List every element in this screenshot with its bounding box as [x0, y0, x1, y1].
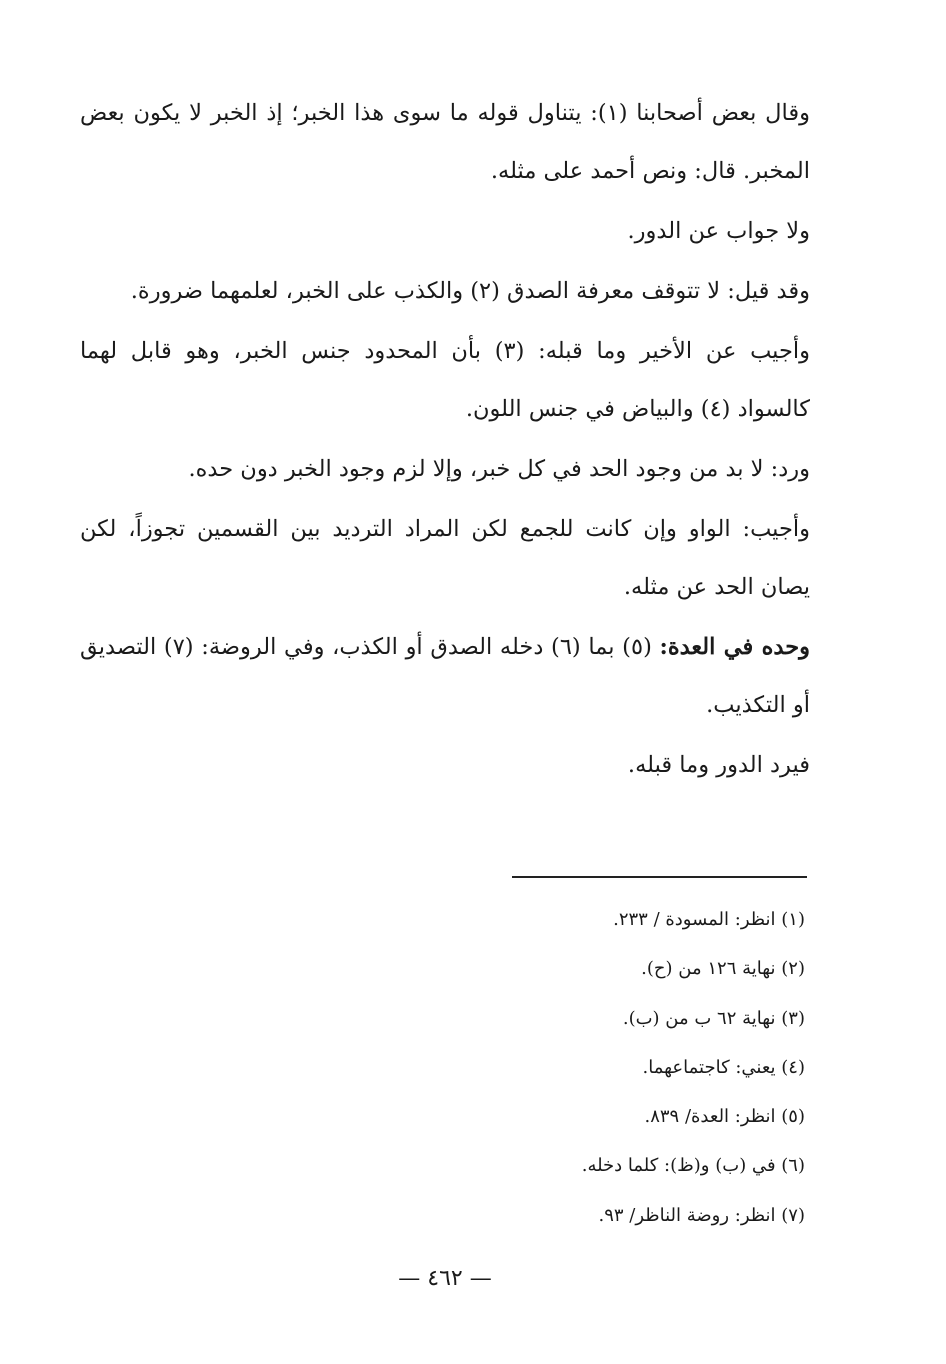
footnote: (١) انظر: المسودة / ٢٣٣.	[613, 909, 805, 930]
definition-text: (٥) بما (٦) دخله الصدق أو الكذب، وفي الروضة: (٧) التصديق أو التكذيب.	[80, 634, 810, 718]
paragraph: وقال بعض أصحابنا (١): يتناول قوله ما سوى هذا الخبر؛ إذ الخبر لا يكون بعض المخبر. قال: ونص أحمد على مثله.	[80, 100, 810, 184]
paragraph: وأجيب عن الأخير وما قبله: (٣) بأن المحدود جنس الخبر، وهو قابل لهما كالسواد (٤) والبياض في جنس اللون.	[80, 338, 810, 422]
footnote: (٥) انظر: العدة/ ٨٣٩.	[644, 1106, 805, 1128]
closing-paragraph: فيرد الدور وما قبله.	[627, 752, 810, 778]
footnotes	[420, 895, 805, 1240]
definition-paragraph	[80, 618, 810, 734]
footnote: (٢) نهاية ١٢٦ من (ح).	[641, 958, 805, 980]
footnote: (٤) يعني: كاجتماعهما.	[642, 1056, 805, 1078]
paragraph: وقد قيل: لا تتوقف معرفة الصدق (٢) والكذب على الخبر، لعلمهما ضرورة.	[130, 278, 810, 304]
footnote: (٣) نهاية ٦٢ ب من (ب).	[622, 1007, 805, 1029]
paragraph: ولا جواب عن الدور.	[627, 218, 810, 244]
footnote-divider	[512, 876, 807, 878]
definition-lead: وحده في العدة:	[659, 634, 810, 660]
paragraph: وأجيب: الواو وإن كانت للجمع لكن المراد الترديد بين القسمين تجوزاً، لكن يصان الحد عن مثله.	[80, 516, 810, 600]
footnote: (٦) في (ب) و(ظ): كلما دخله.	[581, 1155, 805, 1177]
paragraph: ورد: لا بد من وجود الحد في كل خبر، وإلا لزم وجود الخبر دون حده.	[188, 456, 810, 482]
main-text	[80, 84, 810, 796]
page-number: — ٤٦٢ —	[398, 1266, 492, 1291]
footnote: (٧) انظر: روضة الناظر/ ٩٣.	[598, 1204, 805, 1226]
